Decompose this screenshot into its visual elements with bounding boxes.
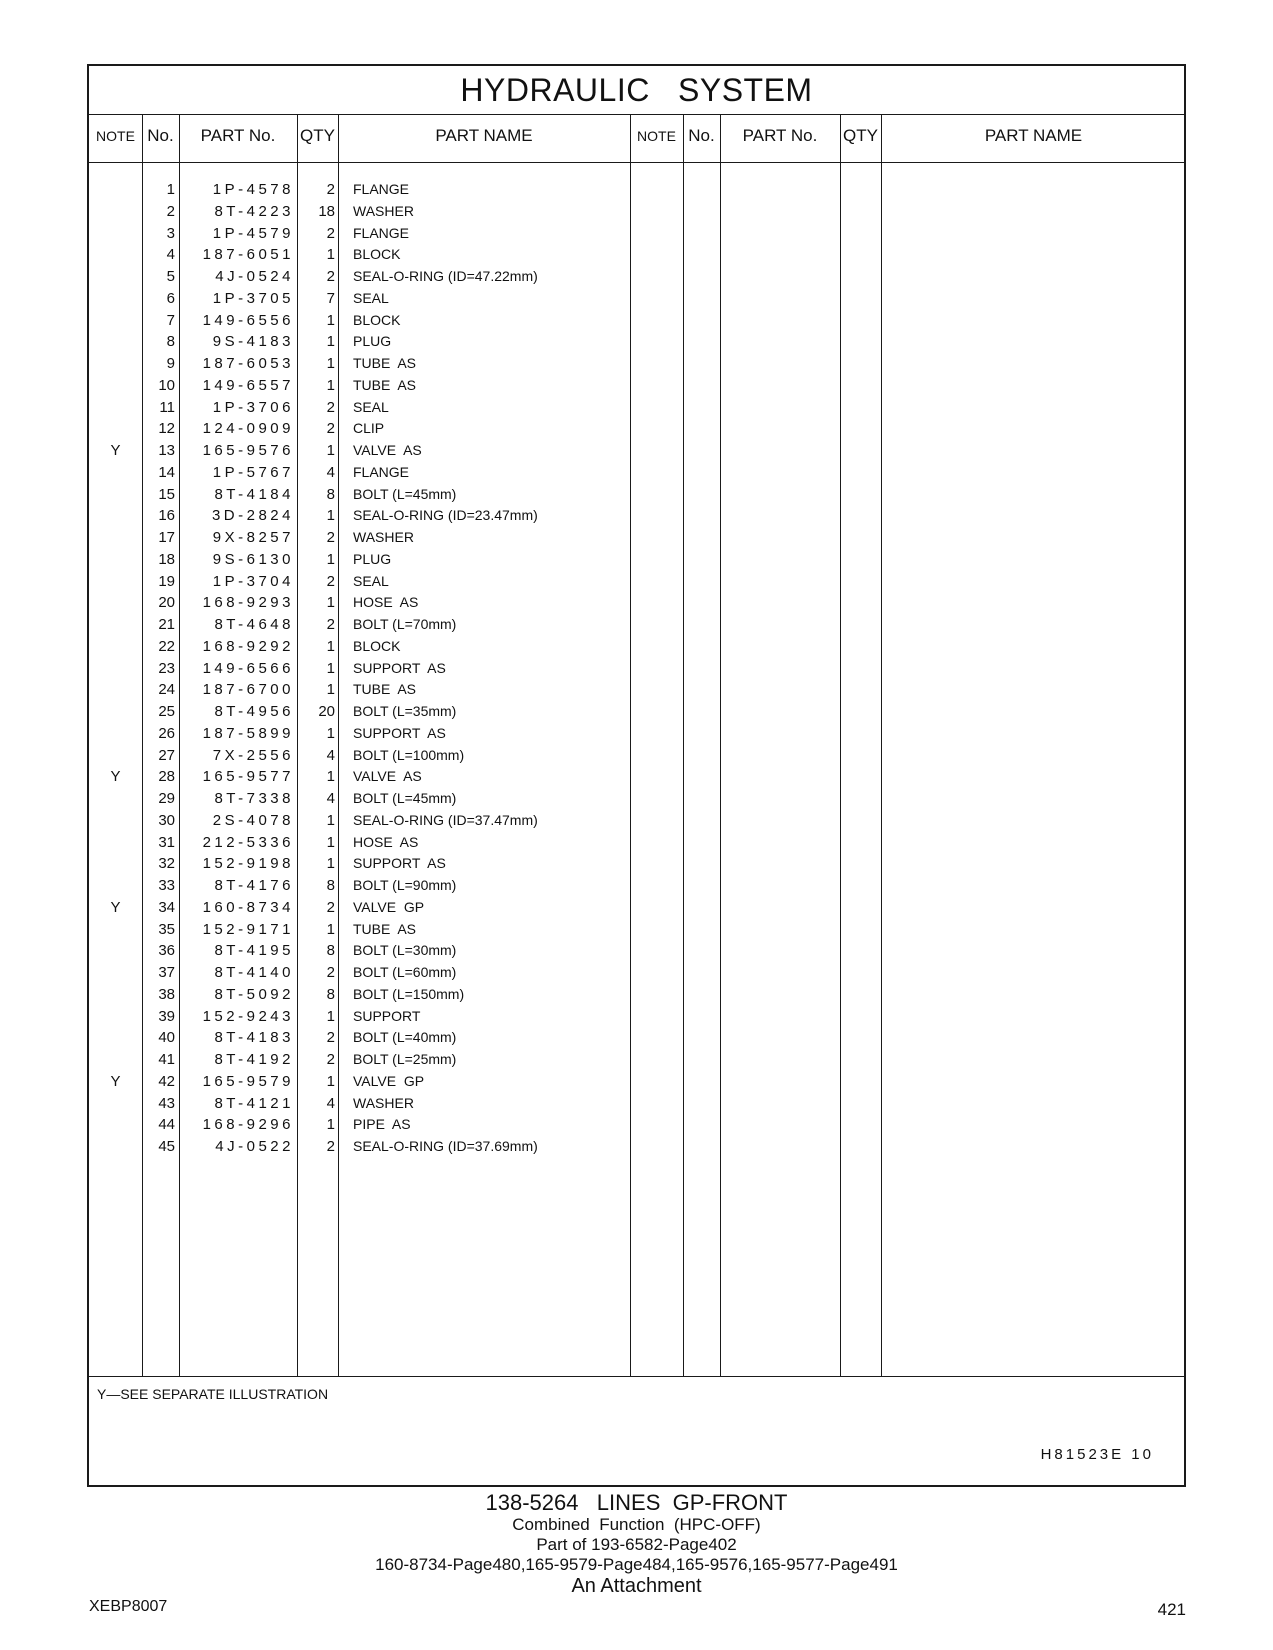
item-number-cell: 15 (158, 485, 175, 503)
part-number-cell: 187-5899 (202, 724, 294, 742)
table-row (89, 896, 609, 919)
note-cell: Y (110, 442, 121, 459)
part-name-cell: FLANGE (353, 181, 410, 197)
part-name-cell: HOSE AS (353, 833, 419, 850)
table-row (89, 178, 609, 201)
item-number-cell: 41 (158, 1051, 175, 1068)
part-name-cell: BOLT (L=35mm) (353, 703, 457, 719)
part-name-cell: BOLT (L=45mm) (353, 790, 457, 806)
item-number-cell: 35 (158, 920, 175, 938)
quantity-cell: 2 (326, 898, 335, 916)
quantity-cell: 1 (326, 550, 335, 568)
parts-list-table (87, 64, 1186, 1487)
quantity-cell: 1 (326, 659, 335, 677)
item-number-cell: 34 (158, 898, 175, 916)
quantity-cell: 8 (326, 877, 335, 894)
quantity-cell: 2 (326, 1051, 335, 1068)
part-number-cell: 165-9576 (202, 442, 294, 459)
part-number-cell: 124-0909 (202, 420, 294, 438)
part-number-cell: 168-9293 (202, 594, 294, 612)
item-number-cell: 28 (158, 768, 175, 786)
document-id: XEBP8007 (89, 1598, 168, 1615)
quantity-cell: 2 (326, 1138, 335, 1155)
part-name-cell: VALVE AS (353, 442, 422, 458)
quantity-cell: 2 (326, 268, 335, 285)
item-number-cell: 24 (158, 681, 175, 699)
table-row (89, 744, 609, 767)
part-number-cell: 212-5336 (202, 833, 294, 851)
part-number-cell: 4J-0524 (215, 268, 294, 285)
caption-references: 160-8734-Page480,165-9579-Page484,165-9576,165-9577-Page491 (375, 1555, 898, 1574)
quantity-cell: 1 (326, 768, 335, 786)
item-number-cell: 14 (158, 463, 175, 481)
note-cell: Y (110, 768, 121, 786)
part-number-cell: 152-9243 (202, 1007, 294, 1025)
part-number-cell: 165-9579 (202, 1072, 294, 1090)
quantity-cell: 2 (326, 224, 335, 242)
quantity-cell: 2 (326, 964, 335, 981)
table-row (89, 961, 609, 984)
quantity-cell: 1 (326, 855, 335, 873)
table-row (89, 200, 609, 223)
table-row (89, 918, 609, 941)
part-number-cell: 9S-6130 (212, 550, 294, 568)
quantity-cell: 2 (326, 420, 335, 438)
table-row (89, 613, 609, 636)
item-number-cell: 23 (158, 659, 175, 677)
item-number-cell: 5 (166, 268, 175, 285)
item-number-cell: 22 (158, 637, 175, 655)
table-row (89, 1005, 609, 1028)
footer-divider (89, 1376, 1184, 1377)
part-number-cell: 9S-4183 (212, 333, 294, 351)
part-number-cell: 1P-3704 (212, 572, 294, 590)
quantity-cell: 1 (326, 724, 335, 742)
part-number-cell: 8T-4176 (214, 877, 294, 894)
part-number-cell: 149-6556 (202, 311, 294, 329)
table-row (89, 1048, 609, 1071)
header-qty-right: QTY (843, 126, 878, 145)
part-number-cell: 8T-5092 (214, 985, 294, 1003)
quantity-cell: 1 (326, 1116, 335, 1134)
quantity-cell: 2 (326, 616, 335, 633)
table-row (89, 222, 609, 245)
table-row (89, 243, 609, 266)
table-row (89, 330, 609, 353)
item-number-cell: 39 (158, 1007, 175, 1025)
part-name-cell: SUPPORT (353, 1007, 421, 1024)
part-number-cell: 168-9292 (202, 637, 294, 655)
header-part-name-right: PART NAME (984, 126, 1083, 145)
table-row (89, 1070, 609, 1093)
part-name-cell: WASHER (353, 202, 414, 219)
quantity-cell: 1 (326, 311, 335, 329)
table-row (89, 831, 609, 854)
table-row (89, 417, 609, 440)
item-number-cell: 31 (158, 833, 175, 851)
header-part-name-left: PART NAME (435, 126, 533, 145)
header-qty-left: QTY (300, 126, 335, 145)
table-row (89, 1135, 609, 1158)
quantity-cell: 4 (326, 463, 335, 481)
item-number-cell: 19 (158, 572, 175, 590)
part-number-cell: 160-8734 (202, 898, 294, 916)
table-row (89, 852, 609, 875)
item-number-cell: 20 (158, 594, 175, 612)
part-name-cell: BOLT (L=100mm) (353, 746, 465, 763)
table-row (89, 635, 609, 658)
item-number-cell: 36 (158, 942, 175, 960)
quantity-cell: 1 (326, 637, 335, 655)
quantity-cell: 18 (318, 202, 335, 220)
note-cell: Y (110, 1072, 121, 1090)
column-divider (683, 114, 684, 1376)
item-number-cell: 30 (158, 811, 175, 829)
table-row (89, 1092, 609, 1115)
item-number-cell: 29 (158, 790, 175, 807)
table-row (89, 1113, 609, 1136)
table-row (89, 1026, 609, 1049)
quantity-cell: 8 (326, 985, 335, 1003)
part-name-cell: BOLT (L=40mm) (353, 1029, 457, 1046)
quantity-cell: 7 (326, 289, 335, 307)
part-number-cell: 8T-4140 (214, 964, 294, 981)
table-row (89, 570, 609, 593)
item-number-cell: 32 (158, 855, 175, 873)
part-name-cell: SUPPORT AS (353, 855, 446, 872)
item-number-cell: 3 (166, 224, 175, 242)
part-name-cell: PLUG (353, 333, 392, 350)
quantity-cell: 1 (326, 811, 335, 829)
part-number-cell: 187-6051 (202, 246, 294, 264)
part-number-cell: 1P-4579 (212, 224, 294, 242)
quantity-cell: 1 (326, 442, 335, 459)
quantity-cell: 1 (326, 333, 335, 351)
table-row (89, 287, 609, 310)
part-number-cell: 152-9198 (202, 855, 294, 873)
item-number-cell: 27 (158, 746, 175, 764)
item-number-cell: 25 (158, 703, 175, 720)
part-name-cell: BOLT (L=60mm) (353, 964, 457, 980)
part-number-cell: 8T-4195 (214, 942, 294, 960)
quantity-cell: 1 (326, 246, 335, 264)
table-row (89, 309, 609, 332)
part-number-cell: 8T-4192 (214, 1051, 294, 1068)
part-name-cell: SEAL (353, 572, 389, 589)
part-number-cell: 8T-7338 (214, 790, 294, 807)
item-number-cell: 9 (166, 355, 175, 372)
table-row (89, 483, 609, 506)
note-cell: Y (110, 898, 121, 916)
item-number-cell: 8 (166, 333, 175, 351)
item-number-cell: 37 (158, 964, 175, 981)
part-name-cell: PLUG (353, 550, 392, 567)
part-name-cell: TUBE AS (353, 376, 417, 393)
item-number-cell: 42 (158, 1072, 175, 1090)
part-number-cell: 165-9577 (202, 768, 294, 786)
item-number-cell: 7 (166, 311, 175, 329)
item-number-cell: 16 (158, 507, 175, 525)
table-header (89, 114, 1184, 163)
part-number-cell: 8T-4121 (214, 1094, 294, 1112)
caption-part-of: Part of 193-6582-Page402 (536, 1535, 737, 1554)
column-divider (630, 114, 631, 1376)
quantity-cell: 1 (326, 1072, 335, 1090)
table-row (89, 374, 609, 397)
item-number-cell: 17 (158, 529, 175, 546)
header-note-left: NOTE (96, 128, 135, 144)
table-row (89, 439, 609, 462)
quantity-cell: 1 (326, 507, 335, 525)
column-divider (840, 114, 841, 1376)
page-number: 421 (1157, 1600, 1186, 1619)
part-number-cell: 7X-2556 (212, 746, 294, 764)
header-part-no-left: PART No. (200, 126, 276, 145)
part-name-cell: VALVE AS (353, 768, 422, 785)
table-row (89, 526, 609, 549)
part-number-cell: 4J-0522 (215, 1138, 294, 1155)
table-row (89, 765, 609, 788)
part-name-cell: SEAL-O-RING (ID=37.47mm) (353, 811, 538, 828)
part-name-cell: TUBE AS (353, 920, 417, 937)
header-no-right: No. (688, 126, 715, 145)
item-number-cell: 6 (166, 289, 175, 307)
part-name-cell: SEAL-O-RING (ID=37.69mm) (353, 1138, 538, 1154)
part-name-cell: SUPPORT AS (353, 724, 446, 741)
item-number-cell: 11 (159, 398, 175, 416)
item-number-cell: 13 (158, 442, 175, 459)
part-name-cell: BLOCK (353, 311, 401, 328)
table-row (89, 678, 609, 701)
quantity-cell: 1 (326, 1007, 335, 1025)
part-name-cell: VALVE GP (353, 1072, 425, 1089)
item-number-cell: 12 (158, 420, 175, 438)
illustration-code: H81523E 10 (1040, 1446, 1154, 1463)
quantity-cell: 1 (326, 376, 335, 394)
quantity-cell: 4 (326, 746, 335, 764)
quantity-cell: 1 (326, 594, 335, 612)
table-row (89, 504, 609, 527)
quantity-cell: 2 (326, 181, 335, 198)
table-row (89, 983, 609, 1006)
quantity-cell: 2 (326, 398, 335, 416)
part-name-cell: SEAL (353, 289, 389, 306)
part-name-cell: BOLT (L=30mm) (353, 942, 457, 959)
part-number-cell: 8T-4223 (214, 202, 294, 220)
part-number-cell: 1P-3705 (212, 289, 294, 307)
item-number-cell: 45 (158, 1138, 175, 1155)
item-number-cell: 1 (166, 181, 175, 198)
part-number-cell: 8T-4183 (214, 1029, 294, 1047)
part-name-cell: BOLT (L=90mm) (353, 877, 457, 893)
part-name-cell: PIPE AS (353, 1116, 411, 1133)
caption-subtitle: Combined Function (HPC-OFF) (512, 1515, 761, 1534)
part-name-cell: BOLT (L=150mm) (353, 985, 465, 1002)
item-number-cell: 43 (158, 1094, 175, 1112)
part-name-cell: WASHER (353, 529, 414, 545)
item-number-cell: 2 (166, 202, 175, 220)
part-number-cell: 1P-3706 (212, 398, 294, 416)
quantity-cell: 1 (326, 355, 335, 372)
part-name-cell: TUBE AS (353, 681, 417, 698)
item-number-cell: 26 (158, 724, 175, 742)
part-number-cell: 8T-4956 (214, 703, 294, 720)
part-name-cell: HOSE AS (353, 594, 419, 611)
item-number-cell: 4 (166, 246, 175, 264)
quantity-cell: 2 (326, 529, 335, 546)
quantity-cell: 1 (326, 833, 335, 851)
part-name-cell: CLIP (353, 420, 385, 437)
part-number-cell: 149-6557 (202, 376, 294, 394)
part-name-cell: SEAL-O-RING (ID=47.22mm) (353, 268, 538, 284)
item-number-cell: 38 (158, 985, 175, 1003)
quantity-cell: 1 (326, 681, 335, 699)
column-divider (881, 114, 882, 1376)
column-divider (720, 114, 721, 1376)
item-number-cell: 10 (158, 376, 175, 394)
footnote: Y—SEE SEPARATE ILLUSTRATION (97, 1386, 329, 1402)
part-name-cell: FLANGE (353, 463, 410, 480)
table-row (89, 461, 609, 484)
part-number-cell: 3D-2824 (211, 507, 294, 525)
table-title: HYDRAULIC SYSTEM (89, 66, 1184, 115)
part-number-cell: 2S-4078 (212, 811, 294, 829)
quantity-cell: 4 (326, 1094, 335, 1112)
part-name-cell: WASHER (353, 1094, 414, 1111)
item-number-cell: 33 (158, 877, 175, 894)
part-name-cell: BOLT (L=45mm) (353, 485, 457, 502)
quantity-cell: 2 (326, 1029, 335, 1047)
item-number-cell: 18 (158, 550, 175, 568)
part-number-cell: 9X-8257 (212, 529, 294, 546)
header-part-no-right: PART No. (742, 126, 818, 145)
part-name-cell: SEAL-O-RING (ID=23.47mm) (353, 507, 538, 524)
table-row (89, 787, 609, 810)
table-row (89, 591, 609, 614)
header-note-right: NOTE (637, 128, 676, 144)
part-name-cell: FLANGE (353, 224, 410, 241)
part-name-cell: TUBE AS (353, 355, 417, 371)
table-row (89, 939, 609, 962)
table-row (89, 548, 609, 571)
table-row (89, 722, 609, 745)
caption-attachment: An Attachment (571, 1575, 702, 1597)
quantity-cell: 1 (326, 920, 335, 938)
quantity-cell: 8 (326, 942, 335, 960)
quantity-cell: 4 (326, 790, 335, 807)
quantity-cell: 2 (326, 572, 335, 590)
part-name-cell: VALVE GP (353, 898, 425, 915)
quantity-cell: 8 (326, 485, 335, 503)
part-name-cell: SUPPORT AS (353, 659, 446, 676)
part-number-cell: 187-6700 (202, 681, 294, 699)
header-no-left: No. (147, 126, 174, 145)
part-number-cell: 152-9171 (202, 920, 294, 938)
table-row (89, 396, 609, 419)
part-name-cell: BOLT (L=70mm) (353, 616, 457, 632)
part-number-cell: 1P-5767 (212, 463, 294, 481)
table-row (89, 657, 609, 680)
table-row (89, 352, 609, 375)
part-number-cell: 1P-4578 (212, 181, 294, 198)
part-name-cell: SEAL (353, 398, 389, 415)
item-number-cell: 40 (158, 1029, 175, 1047)
part-number-cell: 149-6566 (202, 659, 294, 677)
part-number-cell: 168-9296 (202, 1116, 294, 1134)
item-number-cell: 44 (158, 1116, 175, 1134)
part-name-cell: BLOCK (353, 246, 401, 263)
quantity-cell: 20 (318, 703, 335, 720)
part-number-cell: 8T-4184 (214, 485, 294, 503)
part-name-cell: BOLT (L=25mm) (353, 1051, 457, 1067)
table-row (89, 265, 609, 288)
caption-title: 138-5264 LINES GP-FRONT (485, 1490, 788, 1515)
part-number-cell: 187-6053 (202, 355, 294, 372)
table-row (89, 874, 609, 897)
table-row (89, 700, 609, 723)
part-number-cell: 8T-4648 (214, 616, 294, 633)
table-row (89, 809, 609, 832)
item-number-cell: 21 (158, 616, 175, 633)
part-name-cell: BLOCK (353, 637, 401, 654)
